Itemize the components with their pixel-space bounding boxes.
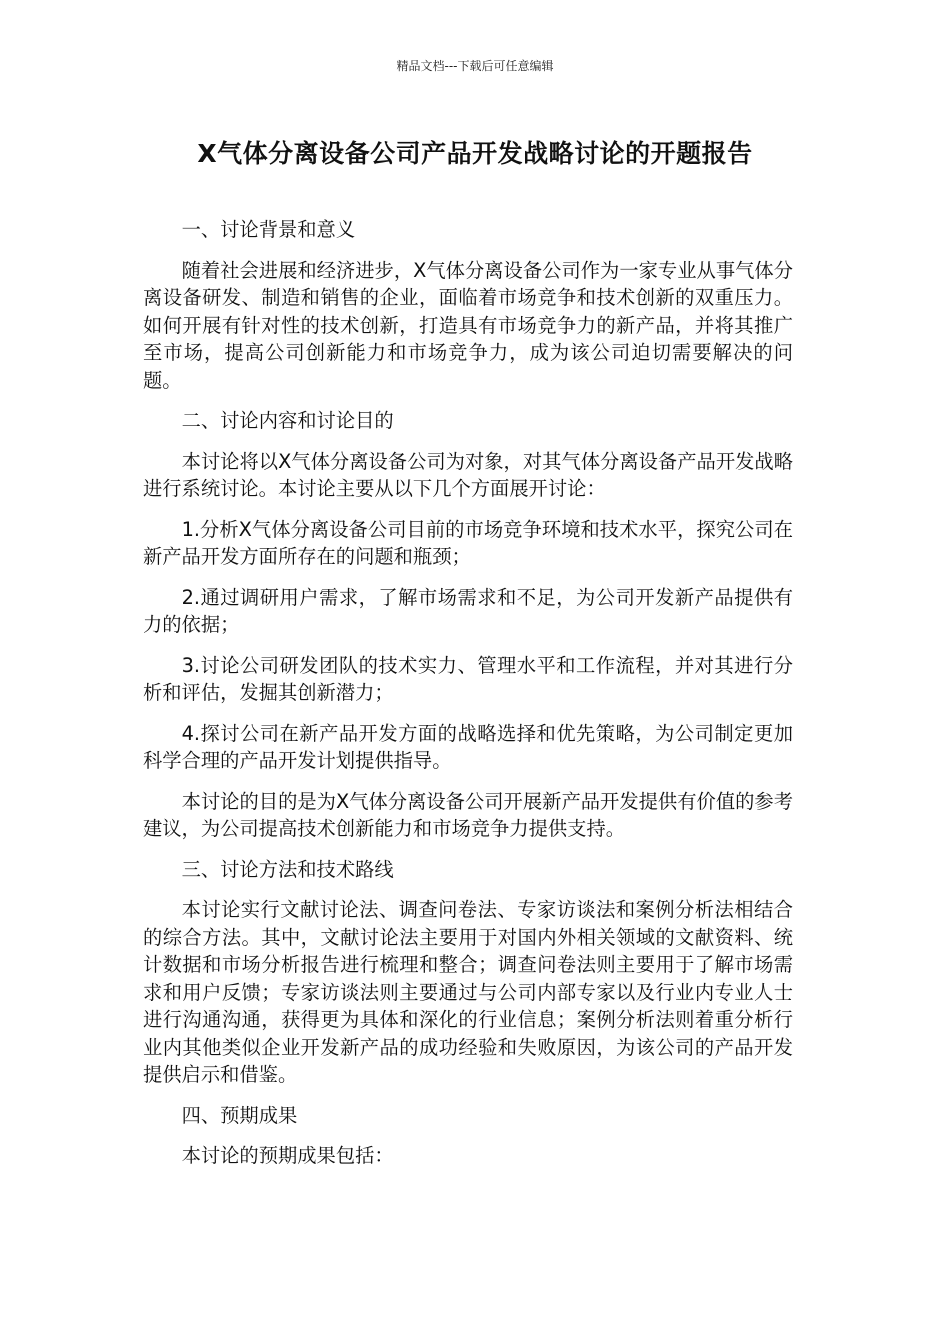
paragraph-expected-results: 本讨论的预期成果包括： xyxy=(181,1144,394,1167)
paragraph-background: 随着社会进展和经济进步，X气体分离设备公司作为一家专业从事气体分离设备研发、制造和销售的企业，面临着市场竞争和技术创新的双重压力。如何开展有针对性的技术创新，打造具有市场竞争力的新产品，并将其推广至市场，提高公司创新能力和市场竞争力，成为该公司迫切需要解决的问题。 xyxy=(143,258,793,392)
list-item-3: 3.讨论公司研发团队的技术实力、管理水平和工作流程，并对其进行分析和评估，发掘其创新潜力； xyxy=(143,653,793,704)
list-item-1: 1.分析X气体分离设备公司目前的市场竞争环境和技术水平，探究公司在新产品开发方面所存在的问题和瓶颈； xyxy=(143,517,793,568)
section-heading-methods: 三、讨论方法和技术路线 xyxy=(181,857,394,881)
document-body xyxy=(143,216,793,1183)
section-heading-background: 一、讨论背景和意义 xyxy=(181,218,356,241)
document-title: X气体分离设备公司产品开发战略讨论的开题报告 xyxy=(197,139,753,168)
page-header: 精品文档---下载后可任意编辑 xyxy=(396,59,554,73)
paragraph-methods: 本讨论实行文献讨论法、调查问卷法、专家访谈法和案例分析法相结合的综合方法。其中，文献讨论法主要用于对国内外相关领域的文献资料、统计数据和市场分析报告进行梳理和整合；调查问卷法则主要用于了解市场需求和用户反馈；专家访谈法则主要通过与公司内部专家以及行业内专业人士进行沟通沟通，获得更为具体和深化的行业信息；案例分析法则着重分析行业内其他类似企业开发新产品的成功经验和失败原因，为该公司的产品开发提供启示和借鉴。 xyxy=(143,898,793,1086)
paragraph-content-intro: 本讨论将以X气体分离设备公司为对象，对其气体分离设备产品开发战略进行系统讨论。本讨论主要从以下几个方面展开讨论： xyxy=(143,449,793,500)
section-heading-expected-results: 四、预期成果 xyxy=(181,1103,298,1127)
paragraph-purpose: 本讨论的目的是为X气体分离设备公司开展新产品开发提供有价值的参考建议，为公司提高技术创新能力和市场竞争力提供支持。 xyxy=(143,789,793,840)
list-item-4: 4.探讨公司在新产品开发方面的战略选择和优先策略，为公司制定更加科学合理的产品开发计划提供指导。 xyxy=(143,721,793,772)
section-heading-content-purpose: 二、讨论内容和讨论目的 xyxy=(181,409,394,432)
list-item-2: 2.通过调研用户需求，了解市场需求和不足，为公司开发新产品提供有力的依据； xyxy=(143,585,793,636)
